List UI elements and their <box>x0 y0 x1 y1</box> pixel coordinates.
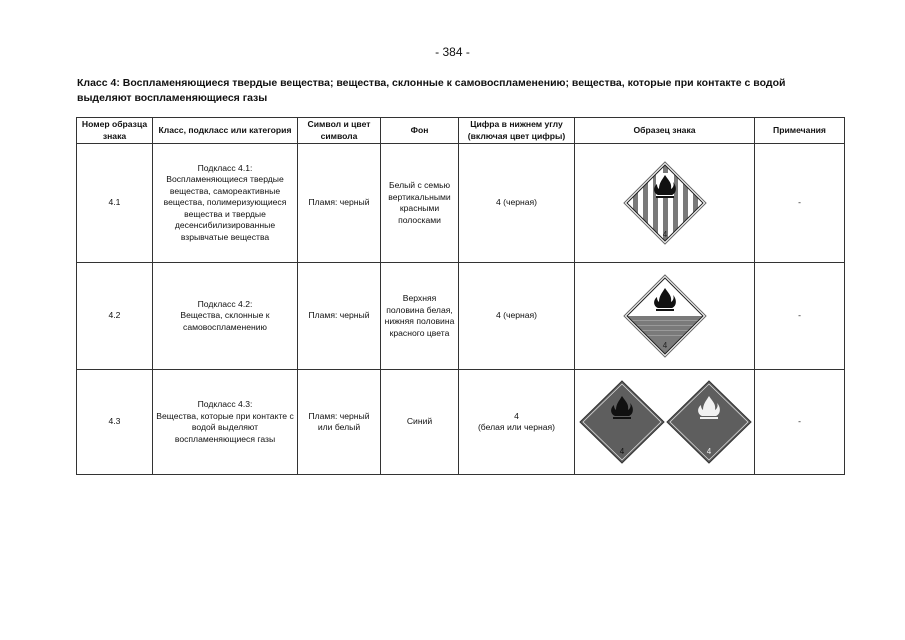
cell-notes: - <box>755 144 845 263</box>
cell-background: Синий <box>381 370 459 475</box>
sign-class-number: 4 <box>662 230 667 239</box>
hazard-sign-table <box>76 117 845 475</box>
cell-digit: 4 (черная) <box>459 144 575 263</box>
hazard-sign-4-3-white <box>667 381 751 463</box>
col-header-category: Класс, подкласс или категория <box>153 118 298 144</box>
section-heading: Класс 4: Воспламеняющиеся твердые вещества; вещества, склонные к самовоспламенению; вещества, которые при контакте с водой выделяют воспламеняющиеся газы <box>77 77 786 104</box>
cell-background: Верхняя половина белая, нижняя половина красного цвета <box>381 263 459 370</box>
sign-class-number: 4 <box>619 447 625 456</box>
cell-category: Подкласс 4.3: Вещества, которые при контакте с водой выделяют воспламеняющиеся газы <box>153 370 298 475</box>
cell-symbol: Пламя: черный или белый <box>298 370 381 475</box>
col-header-background: Фон <box>381 118 459 144</box>
hazard-sign-4-3-black <box>580 381 664 463</box>
col-header-sample: Образец знака <box>575 118 755 144</box>
hazard-sign-4-3-pair <box>578 380 754 464</box>
table-header-row <box>77 118 845 144</box>
hazard-sign-4-2 <box>623 274 707 358</box>
col-header-notes: Примечания <box>755 118 845 144</box>
sign-class-number: 4 <box>662 341 667 350</box>
cell-symbol: Пламя: черный <box>298 263 381 370</box>
table-row <box>77 370 845 475</box>
cell-symbol: Пламя: черный <box>298 144 381 263</box>
sign-class-number: 4 <box>706 447 712 456</box>
cell-number: 4.2 <box>77 263 153 370</box>
cell-background: Белый с семью вертикальными красными полосками <box>381 144 459 263</box>
cell-notes: - <box>755 263 845 370</box>
col-header-number: Номер образца знака <box>77 118 153 144</box>
cell-notes: - <box>755 370 845 475</box>
cell-digit: 4 (белая или черная) <box>459 370 575 475</box>
table-row <box>77 263 845 370</box>
cell-category: Подкласс 4.2: Вещества, склонные к самовоспламенению <box>153 263 298 370</box>
cell-number: 4.1 <box>77 144 153 263</box>
hazard-sign-4-1 <box>623 161 707 245</box>
cell-digit: 4 (черная) <box>459 263 575 370</box>
table-row <box>77 144 845 263</box>
col-header-symbol: Символ и цвет символа <box>298 118 381 144</box>
col-header-digit: Цифра в нижнем углу (включая цвет цифры) <box>459 118 575 144</box>
page-number: - 384 - <box>435 45 470 59</box>
cell-sample <box>575 370 755 475</box>
cell-sample <box>575 263 755 370</box>
cell-sample <box>575 144 755 263</box>
cell-number: 4.3 <box>77 370 153 475</box>
cell-category: Подкласс 4.1: Воспламеняющиеся твердые вещества, самореактивные вещества, полимеризующиеся вещества и твердые десенсибилизированные взрывчатые вещества <box>153 144 298 263</box>
